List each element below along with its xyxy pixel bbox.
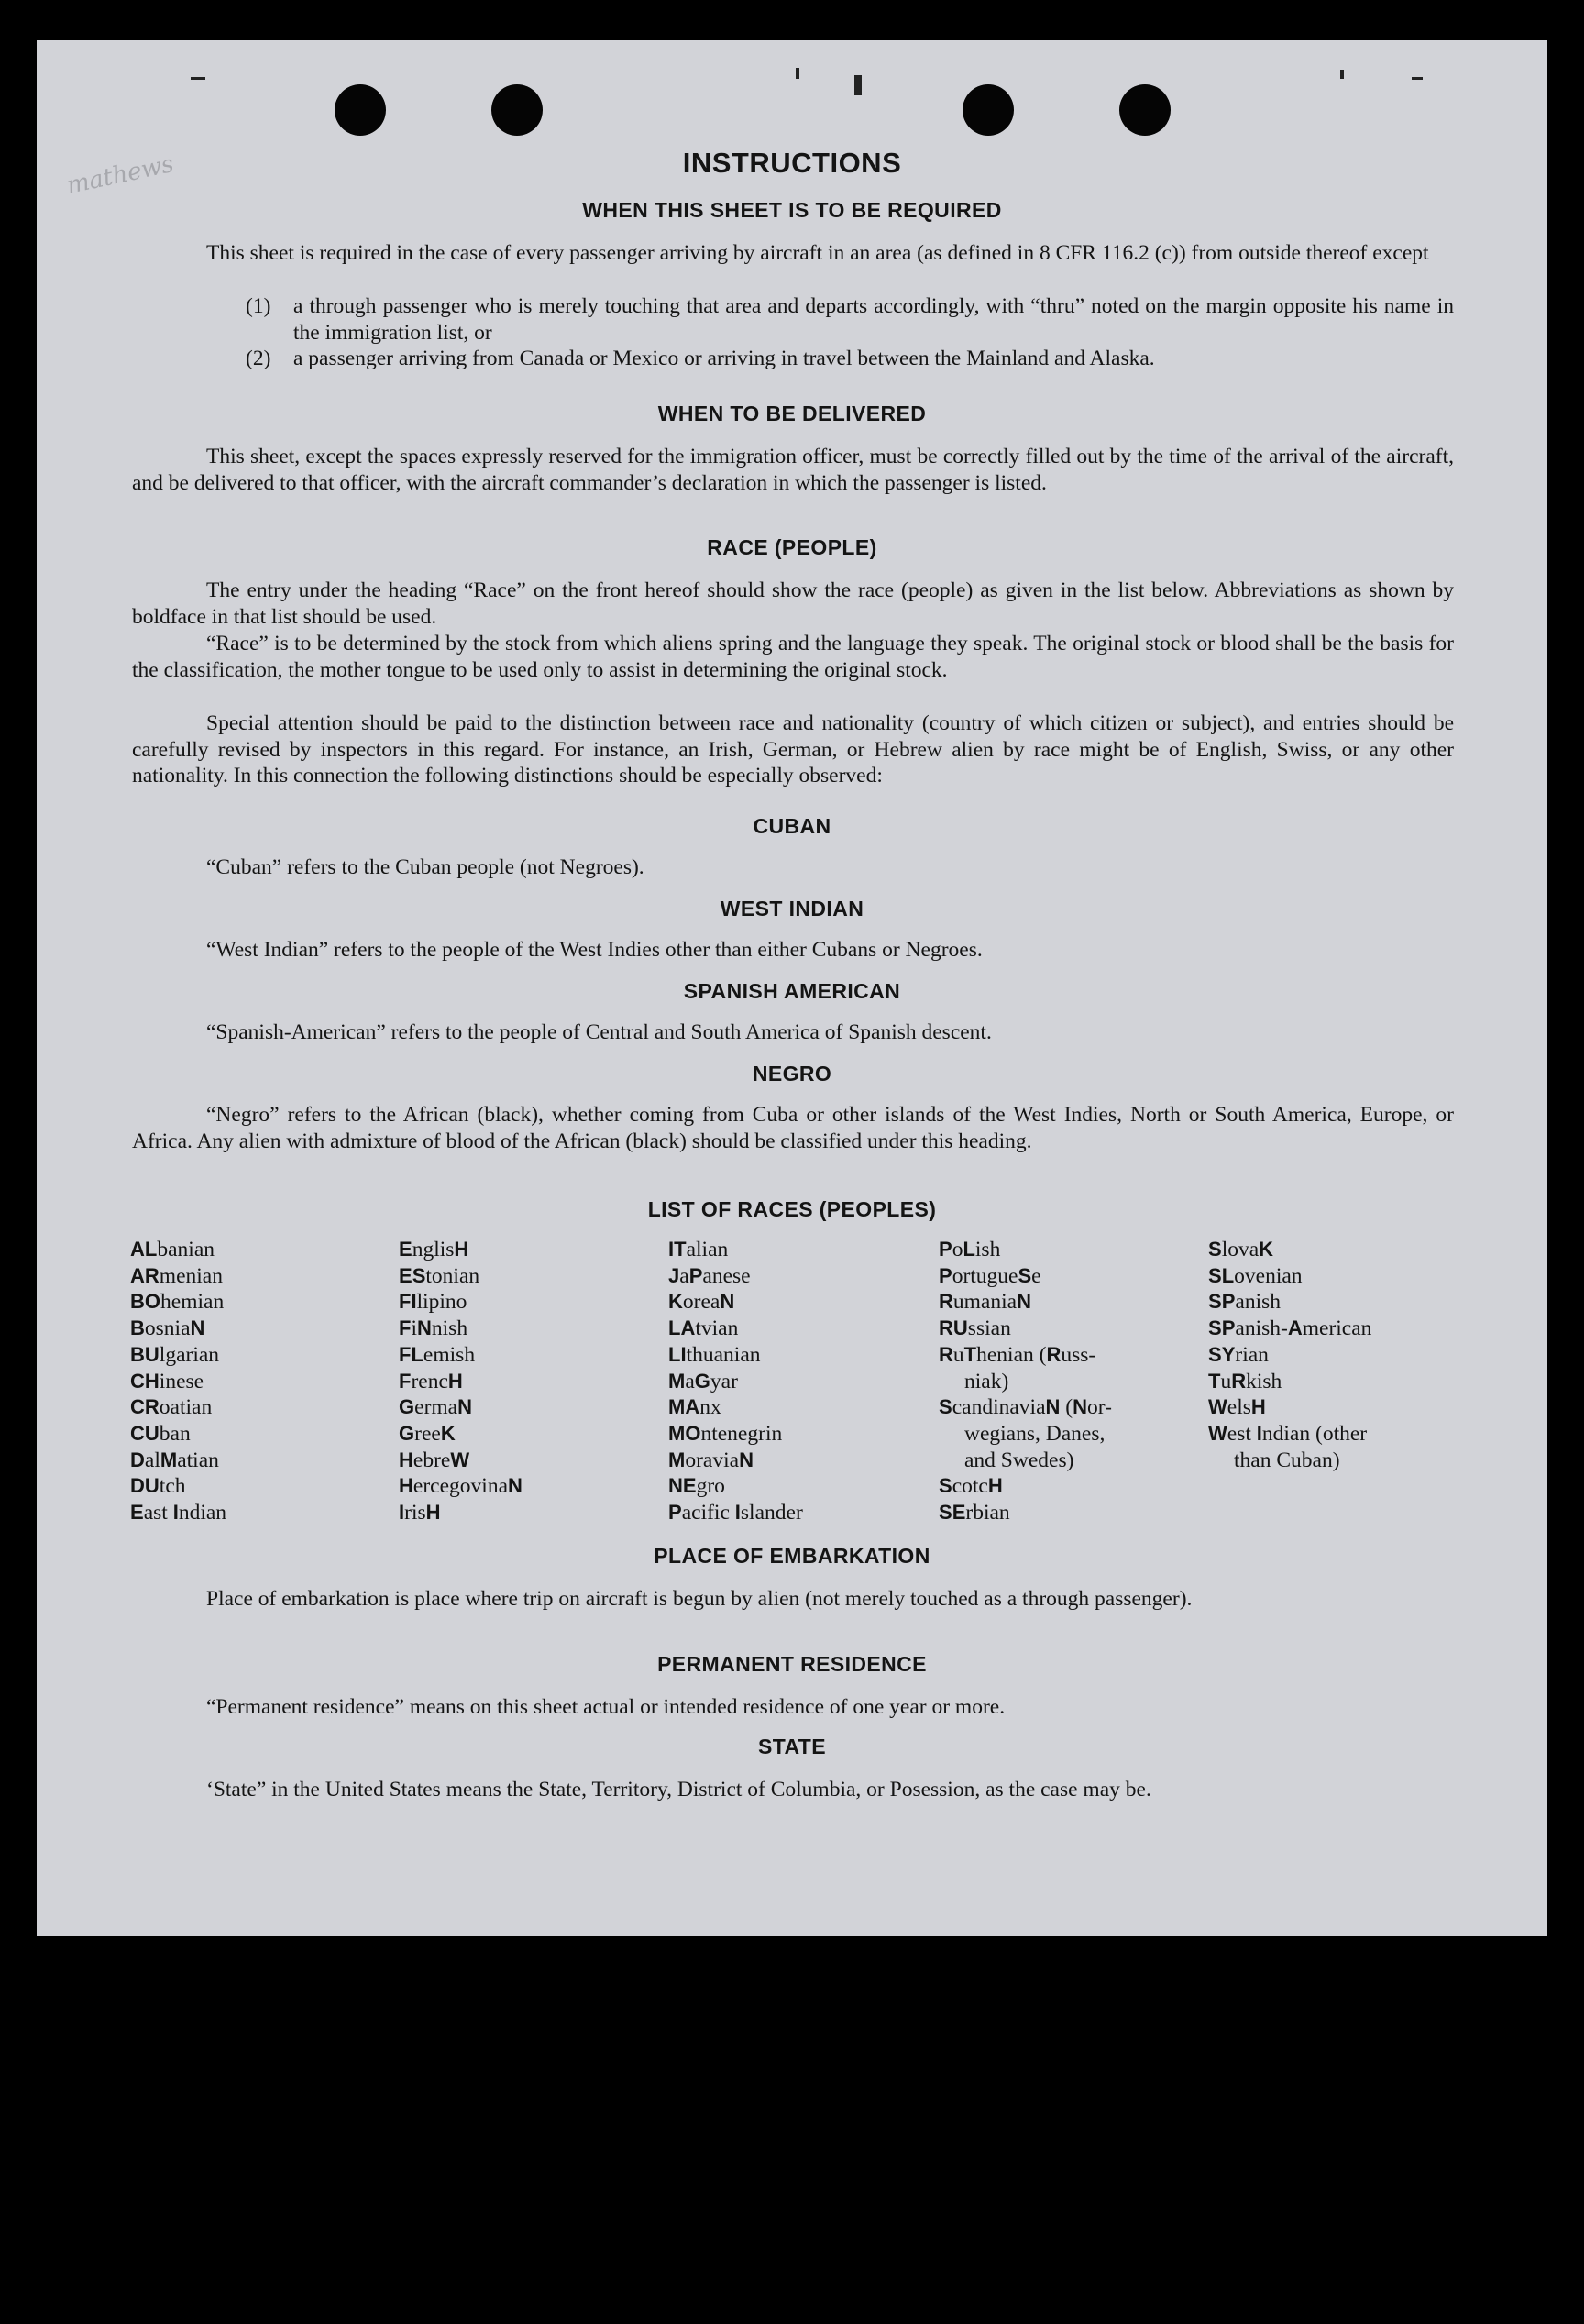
paragraph: The entry under the heading “Race” on the front hereof should show the race (people) as given in the list below. Abbreviations as shown by boldface in that list should be used. [132, 578, 1454, 629]
punch-hole [491, 84, 543, 136]
race-entry: CUban [130, 1421, 191, 1446]
paragraph: This sheet, except the spaces expressly reserved for the immigration officer, must be correctly filled out by the time of the arrival of the aircraft, and be delivered to that officer, with the aircraft commander’s declaration in which the passenger is listed. [132, 445, 1454, 495]
race-entry: FLemish [399, 1342, 476, 1367]
race-entry: DalMatian [130, 1448, 219, 1472]
list-text: a through passenger who is merely touching that area and departs accordingly, with “thru” noted on the margin opposite his name in the immigration list, or [293, 294, 1454, 345]
race-entry: TuRkish [1208, 1369, 1282, 1393]
race-entry: SlovaK [1208, 1238, 1274, 1261]
race-entry: KoreaN [668, 1290, 735, 1315]
race-column [130, 1237, 226, 1526]
race-entry: BosniaN [130, 1316, 205, 1341]
race-entry: MAnx [668, 1395, 721, 1420]
race-entry: GreeK [399, 1421, 456, 1446]
race-entry: NEgro [668, 1474, 725, 1499]
paragraph: “West Indian” refers to the people of the West Indies other than either Cubans or Negroes. [206, 938, 983, 962]
race-entry: wegians, Danes, [964, 1421, 1106, 1446]
race-entry: MOntenegrin [668, 1421, 783, 1446]
paragraph: ‘State” in the United States means the State, Territory, District of Columbia, or Posession, as the case may be. [206, 1778, 1151, 1801]
punch-hole [335, 84, 386, 136]
race-entry: ARmenian [130, 1263, 223, 1288]
race-entry: WelsH [1208, 1395, 1266, 1420]
race-entry: BUlgarian [130, 1342, 220, 1367]
race-entry: IrisH [399, 1501, 441, 1525]
paragraph: “Race” is to be determined by the stock from which aliens spring and the language they speak. The original stock or blood shall be the basis for the classification, the mother tongue to be used only to assist in determining the original stock. [132, 632, 1454, 682]
scan-speck [854, 75, 862, 95]
race-entry: FIlipino [399, 1290, 468, 1315]
race-entry: and Swedes) [964, 1448, 1074, 1472]
race-entry: SPanish [1208, 1290, 1281, 1315]
list-number: (1) [246, 294, 271, 318]
race-entry: LIthuanian [668, 1342, 761, 1367]
paragraph: “Cuban” refers to the Cuban people (not Negroes). [206, 855, 644, 879]
race-column [1208, 1237, 1371, 1473]
race-entry: FrencH [399, 1369, 463, 1393]
race-entry: ALbanian [130, 1238, 214, 1261]
section-heading: LIST OF RACES (PEOPLES) [647, 1197, 937, 1221]
race-entry: ScandinaviaN (Nor- [939, 1395, 1112, 1420]
race-entry: SErbian [939, 1501, 1010, 1525]
section-heading: WEST INDIAN [720, 897, 864, 920]
race-entry: CRoatian [130, 1395, 213, 1420]
section-heading: PERMANENT RESIDENCE [657, 1652, 927, 1676]
paragraph: This sheet is required in the case of every passenger arriving by aircraft in an area (as defined in 8 CFR 116.2 (c)) from outside thereof except [206, 241, 1429, 265]
race-column [399, 1237, 522, 1526]
paragraph: “Negro” refers to the African (black), whether coming from Cuba or other islands of the West Indies, North or South America, Europe, or Africa. Any alien with admixture of blood of the African (black) should be classified under this heading. [132, 1103, 1454, 1153]
scan-speck [191, 77, 205, 80]
race-entry: HercegovinaN [399, 1474, 522, 1499]
race-entry: East Indian [130, 1501, 227, 1525]
race-entry: SPanish-American [1208, 1316, 1372, 1341]
scan-speck [1412, 77, 1423, 80]
section-heading: PLACE OF EMBARKATION [654, 1544, 930, 1568]
section-heading: WHEN TO BE DELIVERED [657, 402, 927, 425]
race-entry: RuThenian (Russ- [939, 1342, 1096, 1367]
race-entry: GermaN [399, 1395, 472, 1420]
paragraph: Place of embarkation is place where trip on aircraft is begun by alien (not merely touched as a through passenger). [206, 1587, 1193, 1611]
section-heading: CUBAN [753, 814, 831, 838]
race-entry: West Indian (other [1208, 1421, 1368, 1446]
race-entry: SYrian [1208, 1342, 1269, 1367]
race-entry: LAtvian [668, 1316, 739, 1341]
document-page [37, 40, 1547, 1936]
race-entry: PortugueSe [939, 1263, 1041, 1288]
race-column [668, 1237, 803, 1526]
section-heading: WHEN THIS SHEET IS TO BE REQUIRED [582, 198, 1002, 222]
race-entry: RUssian [939, 1316, 1011, 1341]
section-heading: SPANISH AMERICAN [683, 979, 901, 1003]
race-entry: JaPanese [668, 1263, 751, 1288]
race-entry: EStonian [399, 1263, 480, 1288]
scan-speck [796, 68, 799, 79]
section-heading: NEGRO [752, 1062, 832, 1085]
list-item [246, 293, 1454, 346]
race-entry: than Cuban) [1234, 1448, 1340, 1472]
margin-note: mathews [64, 150, 177, 200]
race-entry: FiNnish [399, 1316, 468, 1341]
paragraph: “Spanish-American” refers to the people of Central and South America of Spanish descent. [206, 1020, 992, 1044]
list-text: a passenger arriving from Canada or Mexico or arriving in travel between the Mainland and Alaska. [293, 347, 1155, 370]
race-entry: CHinese [130, 1369, 204, 1393]
paragraph: Special attention should be paid to the distinction between race and nationality (country of which citizen or subject), and entries should be carefully revised by inspectors in this regard. For instance, an Irish, German, or Hebrew alien by race might be of English, Swiss, or any other nationality. In this connection the following distinctions should be especially observed: [132, 711, 1454, 788]
race-entry: niak) [964, 1369, 1009, 1393]
race-entry: BOhemian [130, 1290, 225, 1315]
race-entry: RumaniaN [939, 1290, 1031, 1315]
list-item [246, 346, 1454, 372]
section-heading: STATE [758, 1735, 826, 1758]
paragraph: “Permanent residence” means on this sheet actual or intended residence of one year or more. [206, 1695, 1006, 1719]
race-entry: ITalian [668, 1238, 729, 1261]
race-entry: MaGyar [668, 1369, 738, 1393]
race-entry: EnglisH [399, 1238, 469, 1261]
scan-speck [1340, 70, 1344, 79]
punch-hole [1119, 84, 1171, 136]
race-entry: PoLish [939, 1238, 1001, 1261]
race-entry: ScotcH [939, 1474, 1003, 1499]
section-heading: RACE (PEOPLE) [707, 535, 877, 559]
race-column [939, 1237, 1112, 1526]
race-entry: SLovenian [1208, 1263, 1303, 1288]
race-entry: HebreW [399, 1448, 470, 1472]
race-entry: MoraviaN [668, 1448, 754, 1472]
list-number: (2) [246, 347, 271, 370]
page-title: INSTRUCTIONS [682, 147, 902, 179]
race-entry: Pacific Islander [668, 1501, 803, 1525]
race-entry: DUtch [130, 1474, 186, 1499]
punch-hole [962, 84, 1014, 136]
